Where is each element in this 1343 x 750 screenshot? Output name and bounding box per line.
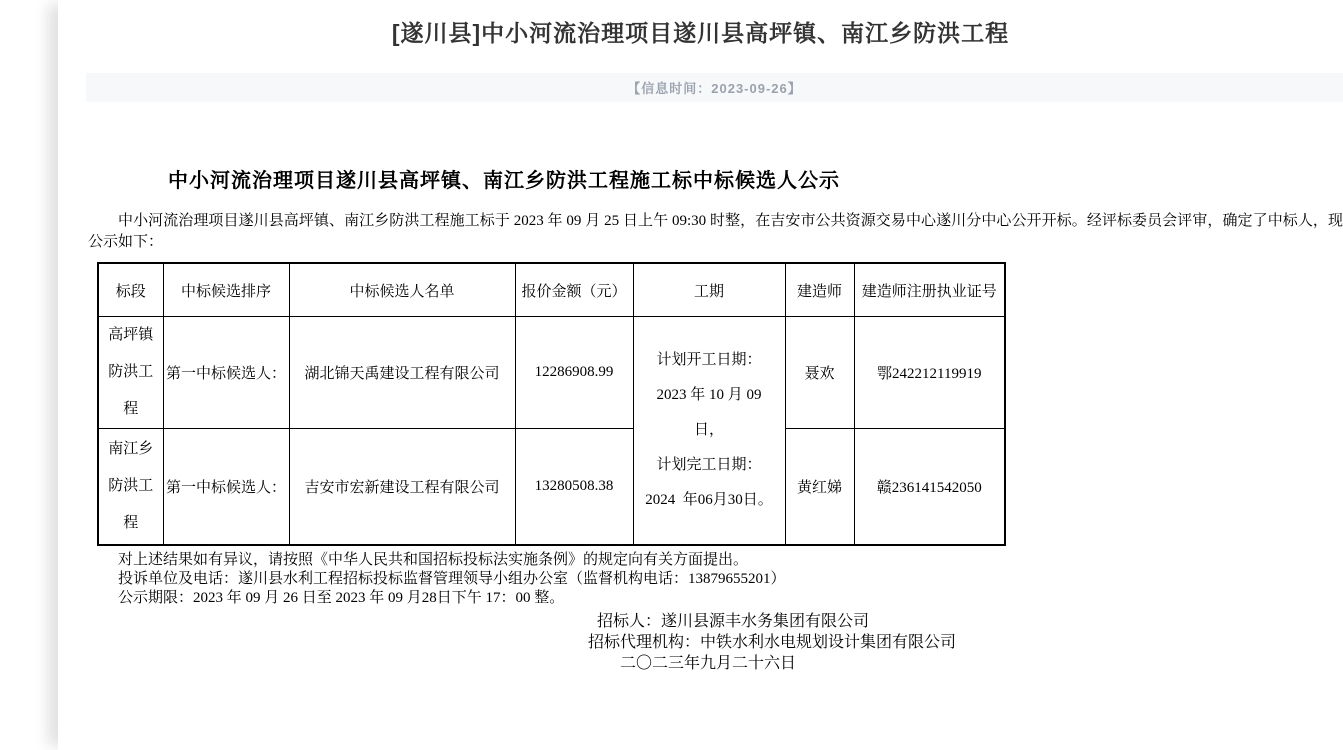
cell-license: 鄂242212119919 — [854, 317, 1005, 429]
cell-price: 13280508.38 — [515, 429, 633, 546]
duration-line: 计划开工日期： — [656, 352, 762, 368]
signature-bidder: 招标人：遂川县源丰水务集团有限公司 — [597, 613, 870, 630]
cell-license: 赣236141542050 — [854, 429, 1005, 546]
table-row — [98, 317, 1005, 429]
bid-result-table — [97, 262, 1006, 546]
publicity-period-note: 公示期限：2023 年 09 月 26 日至 2023 年 09 月28日下午 17：00 整。 — [118, 590, 565, 606]
cell-rank: 第一中标候选人： — [163, 429, 289, 546]
cell-section: 高坪镇防洪工程 — [98, 317, 163, 429]
col-header-builder: 建造师 — [785, 263, 854, 317]
content-panel — [58, 0, 1343, 750]
announcement-body — [88, 168, 1343, 674]
cell-winner: 吉安市宏新建设工程有限公司 — [289, 429, 515, 546]
complaint-contact-note: 投诉单位及电话：遂川县水利工程招标投标监督管理领导小组办公室（监督机构电话：13879655201） — [118, 571, 786, 587]
col-header-section: 标段 — [98, 263, 163, 317]
info-time-label: 【信息时间：2023-09-26】 — [627, 81, 802, 96]
intro-paragraph: 中小河流治理项目遂川县高坪镇、南江乡防洪工程施工标于 2023 年 09 月 25 日上午 09:30 时整，在吉安市公共资源交易中心遂川分中心公开开标。经评标委员会评审，确定了中标人，现公示如下： — [88, 213, 1343, 250]
table-header-row — [98, 263, 1005, 317]
duration-line: 计划完工日期： — [656, 457, 762, 473]
table-row — [98, 429, 1005, 546]
col-header-duration: 工期 — [633, 263, 785, 317]
page-title: [遂川县]中小河流治理项目遂川县高坪镇、南江乡防洪工程 — [391, 20, 1010, 46]
cell-builder: 聂欢 — [785, 317, 854, 429]
col-header-price: 报价金额（元） — [515, 263, 633, 317]
cell-price: 12286908.99 — [515, 317, 633, 429]
col-header-rank: 中标候选排序 — [163, 263, 289, 317]
duration-line: 2024 年06月30日。 — [645, 492, 773, 508]
col-header-winner: 中标候选人名单 — [289, 263, 515, 317]
info-time-bar — [86, 73, 1343, 102]
signature-date: 二〇二三年九月二十六日 — [620, 655, 797, 672]
cell-duration — [633, 317, 785, 546]
duration-line: 2023 年 10 月 09 — [656, 387, 762, 403]
cell-rank: 第一中标候选人： — [163, 317, 289, 429]
cell-builder: 黄红娣 — [785, 429, 854, 546]
cell-winner: 湖北锦天禹建设工程有限公司 — [289, 317, 515, 429]
announcement-heading: 中小河流治理项目遂川县高坪镇、南江乡防洪工程施工标中标候选人公示 — [168, 170, 840, 192]
cell-section: 南江乡防洪工程 — [98, 429, 163, 546]
objection-note: 对上述结果如有异议，请按照《中华人民共和国招标投标法实施条例》的规定向有关方面提出。 — [118, 552, 749, 568]
col-header-license: 建造师注册执业证号 — [854, 263, 1005, 317]
signature-agency: 招标代理机构：中铁水利水电规划设计集团有限公司 — [588, 634, 957, 651]
duration-line: 日， — [693, 422, 724, 438]
